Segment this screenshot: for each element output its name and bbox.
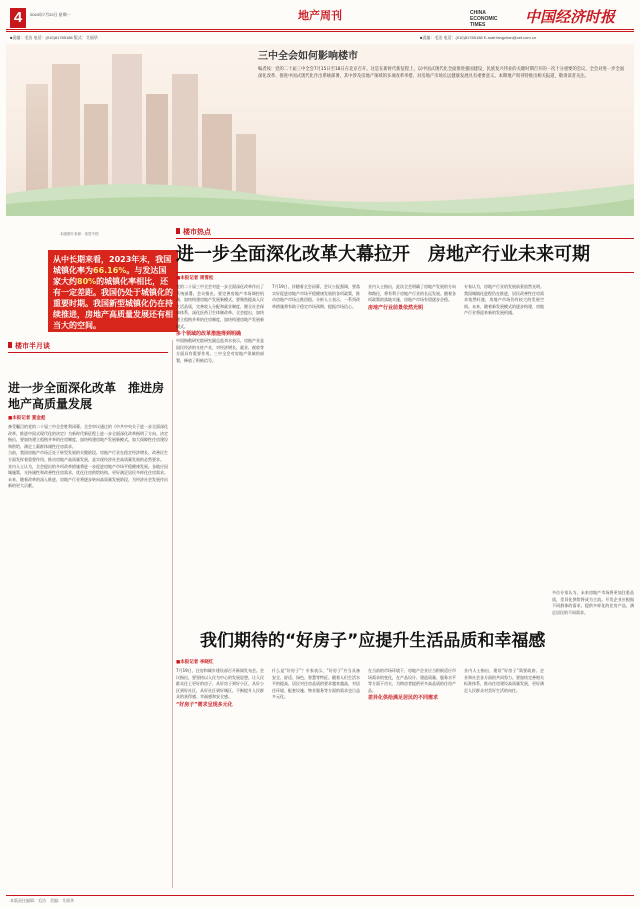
highlight-box — [48, 250, 178, 332]
main-paragraph: 业内人士指出，此次全会明确了房地产发展的方向和路径，将有利于房地产行业的长远发展。随着各项政策的落地实施，房地产市场有望逐步企稳。 — [368, 284, 456, 303]
bottom-paragraph: 多位专家认为，未来房地产市场将更加注重品质，差异化供给将成为主流。开发企业应根据不同群体的需求，提供多样化的住房产品，满足居民的不同需求。 — [552, 590, 634, 615]
box-text-2: 与发达国家大约 — [53, 266, 167, 286]
left-section-rule — [8, 352, 168, 353]
hero-intro: 编者按：党的二十届三中全会7月15日至18日在北京召开。这是在新时代新征程上，以中国式现代化全面推进强国建设、民族复兴伟业的关键时期召开的一次十分重要的会议。全会对进一步全面深化改革、推进中国式现代化作出系统部署，其中涉及房地产领域的多项改革举措，对房地产市场长远健康发展具有重要意义。本期地产周刊特推出相关报道，敬请读者关注。 — [258, 67, 625, 80]
hero-title: 三中全会如何影响楼市 — [258, 51, 358, 62]
issue-date: 2024年7月22日 星期一 — [30, 12, 71, 17]
main-col-1 — [176, 284, 264, 584]
main-headline: 进一步全面深化改革大幕拉开 房地产行业未来可期 — [176, 244, 590, 265]
main-col-5 — [552, 216, 634, 584]
bottom-col-5 — [552, 590, 634, 888]
box-text-2b: 的城镇化率相比，还有一定差距。我国仍处于城镇化的重要时期。我国新型城镇化仍在持续推进，房地产高质量发展还有相当大的空间。 — [53, 277, 173, 330]
main-paragraph: 中国指数研究院研究副总监刘水表示，房地产业是国民经济的支柱产业，对经济增长、就业、税收等方面具有重要作用。三中全会对房地产领域的部署，释放了积极信号。 — [176, 338, 264, 363]
section-title: 地产周刊 — [298, 9, 342, 22]
paper-english-name: CHINA ECONOMIC TIMES — [470, 10, 498, 28]
main-subhead: 多个领域的改革措施得到明确 — [176, 331, 242, 338]
image-credit: 本版图片来源：视觉中国 — [60, 232, 99, 236]
section-label-half-month: 楼市半月谈 — [8, 342, 50, 351]
editor-info-right: ■责编：毛洁 电话：(010)81785188 E-mail:fangchan@cet.com.cn — [420, 35, 537, 40]
bottom-paragraph: 业内人士指出，建设“好房子”需要政府、企业和社会各方面的共同努力。要加快完善相关标准体系，推动住房建设高质量发展，更好满足人民群众对美好生活的向往。 — [464, 668, 544, 693]
main-col-4 — [464, 284, 544, 584]
bottom-paragraph: 在当前的市场环境下，房地产企业应当积极适应市场需求的变化，在产品设计、建造质量、服务水平等方面下功夫，为购房者提供更多高品质的住房产品。 — [368, 668, 456, 693]
bottom-subhead: “好房子”需求呈现多元化 — [176, 701, 233, 708]
section-label-hot: 楼市热点 — [176, 228, 211, 237]
left-headline: 进一步全面深化改革 推进房地产高质量发展 — [8, 381, 165, 411]
left-paragraph: 备受瞩目的党的二十届三中全会胜利闭幕。全会审议通过的《中共中央关于进一步全面深化改革、推进中国式现代化的决定》为新时代新征程上进一步全面深化改革指明了方向。决定指出，要加快建立租购并举的住房制度，加快构建房地产发展新模式，加大保障性住房建设和供给，满足工薪群体刚性住房需求。 — [8, 424, 168, 449]
left-byline: ■本报记者 夏金彪 — [8, 416, 46, 421]
left-paragraph: 业内人士认为，全会提出的多项改革措施将进一步促进房地产市场平稳健康发展。各地应因城施策，支持刚性和改善性住房需求，优化住房供给结构，更好满足居民多样化住房需求。 — [8, 463, 168, 476]
box-highlight-2: 80% — [77, 277, 97, 286]
box-text-1b: 。 — [126, 266, 135, 275]
main-paragraph: 党的二十届三中全会对进一步全面深化改革作出了系统部署。会议指出，要完善房地产市场调控机制，加快构建房地产发展新模式，要聚焦提高人民生活品质，完善收入分配和就业制度，健全社会保障体系，深化医药卫生体制改革。全会提出，加快建立租购并举的住房制度，加快构建房地产发展新模式。 — [176, 284, 264, 329]
box-highlight-1: 66.16% — [93, 266, 127, 275]
main-paragraph: 7月19日，伴随着全会闭幕，会议公报强调，要落实好促进房地产市场平稳健康发展的各项政策，推动房地产市场止跌回稳。分析人士表示，一系列改革措施将有助于稳定市场预期，提振市场信心。 — [272, 284, 360, 309]
left-paragraph: 未来，随着改革的深入推进，房地产行业将逐步转向高质量发展阶段，为经济社会发展作出新的更大贡献。 — [8, 476, 168, 489]
main-col-3 — [368, 284, 456, 584]
editor-info-left: ■责编：毛洁 电话：(010)81785188 版式：艾丽华 — [10, 35, 98, 40]
bottom-headline: 我们期待的“好房子”应提升生活品质和幸福感 — [200, 631, 546, 651]
bottom-col-2 — [272, 668, 360, 888]
left-paragraph: 当前，我国房地产市场正处于转型发展的关键阶段。房地产行业在稳定经济增长、改善民生方面发挥着重要作用。推动房地产高质量发展，是实现经济社会高质量发展的必然要求。 — [8, 450, 168, 462]
bottom-col-1 — [176, 668, 264, 888]
masthead-rule-2 — [6, 31, 634, 32]
main-col-2 — [272, 284, 360, 584]
column-divider — [172, 340, 173, 888]
main-subhead: 房地产行业前景依然光明 — [368, 304, 424, 311]
bottom-col-4 — [464, 668, 544, 888]
bottom-byline: ■本报记者 李晓红 — [176, 660, 214, 665]
paper-logo: 中国经济时报 — [525, 8, 616, 26]
left-body — [8, 424, 168, 880]
footer-text: 本版责任编辑：毛洁 美编：艾丽华 — [10, 898, 74, 903]
bottom-paragraph: 7月19日，住房和城乡建设部召开新闻发布会。会议指出，要坚持以人民为中心的发展思想，让人民群众住上更好的房子，从好房子到好小区，从好小区到好社区，从好社区到好城区，不断提升人民群众的获得感、幸福感和安全感。 — [176, 668, 264, 700]
box-text-1: 从中长期来看，2023年末，我国城镇化率为 — [53, 255, 172, 275]
main-byline: ■本报记者 周雪松 — [176, 276, 214, 281]
footer-rule — [6, 895, 634, 896]
bottom-paragraph: 什么是“好房子”？专家表示，“好房子”应当具备安全、舒适、绿色、智慧等特征。随着人们生活水平的提高，居民对住房品质的要求越来越高，对居住环境、配套设施、物业服务等方面的需求也日益多元化。 — [272, 668, 360, 700]
bottom-subhead: 差异化供给满足居民的不同需求 — [368, 695, 439, 702]
main-paragraph: 专家认为，房地产行业的发展前景依然光明。我国城镇化进程仍在推进，居民改善性住房需求依然旺盛，房地产市场仍有较大的发展空间。未来，随着新发展模式的逐步构建，房地产行业将迎来新的发展机遇。 — [464, 284, 544, 316]
bottom-col-3 — [368, 668, 456, 888]
masthead-rule — [6, 29, 634, 30]
page-number: 4 — [10, 8, 26, 28]
